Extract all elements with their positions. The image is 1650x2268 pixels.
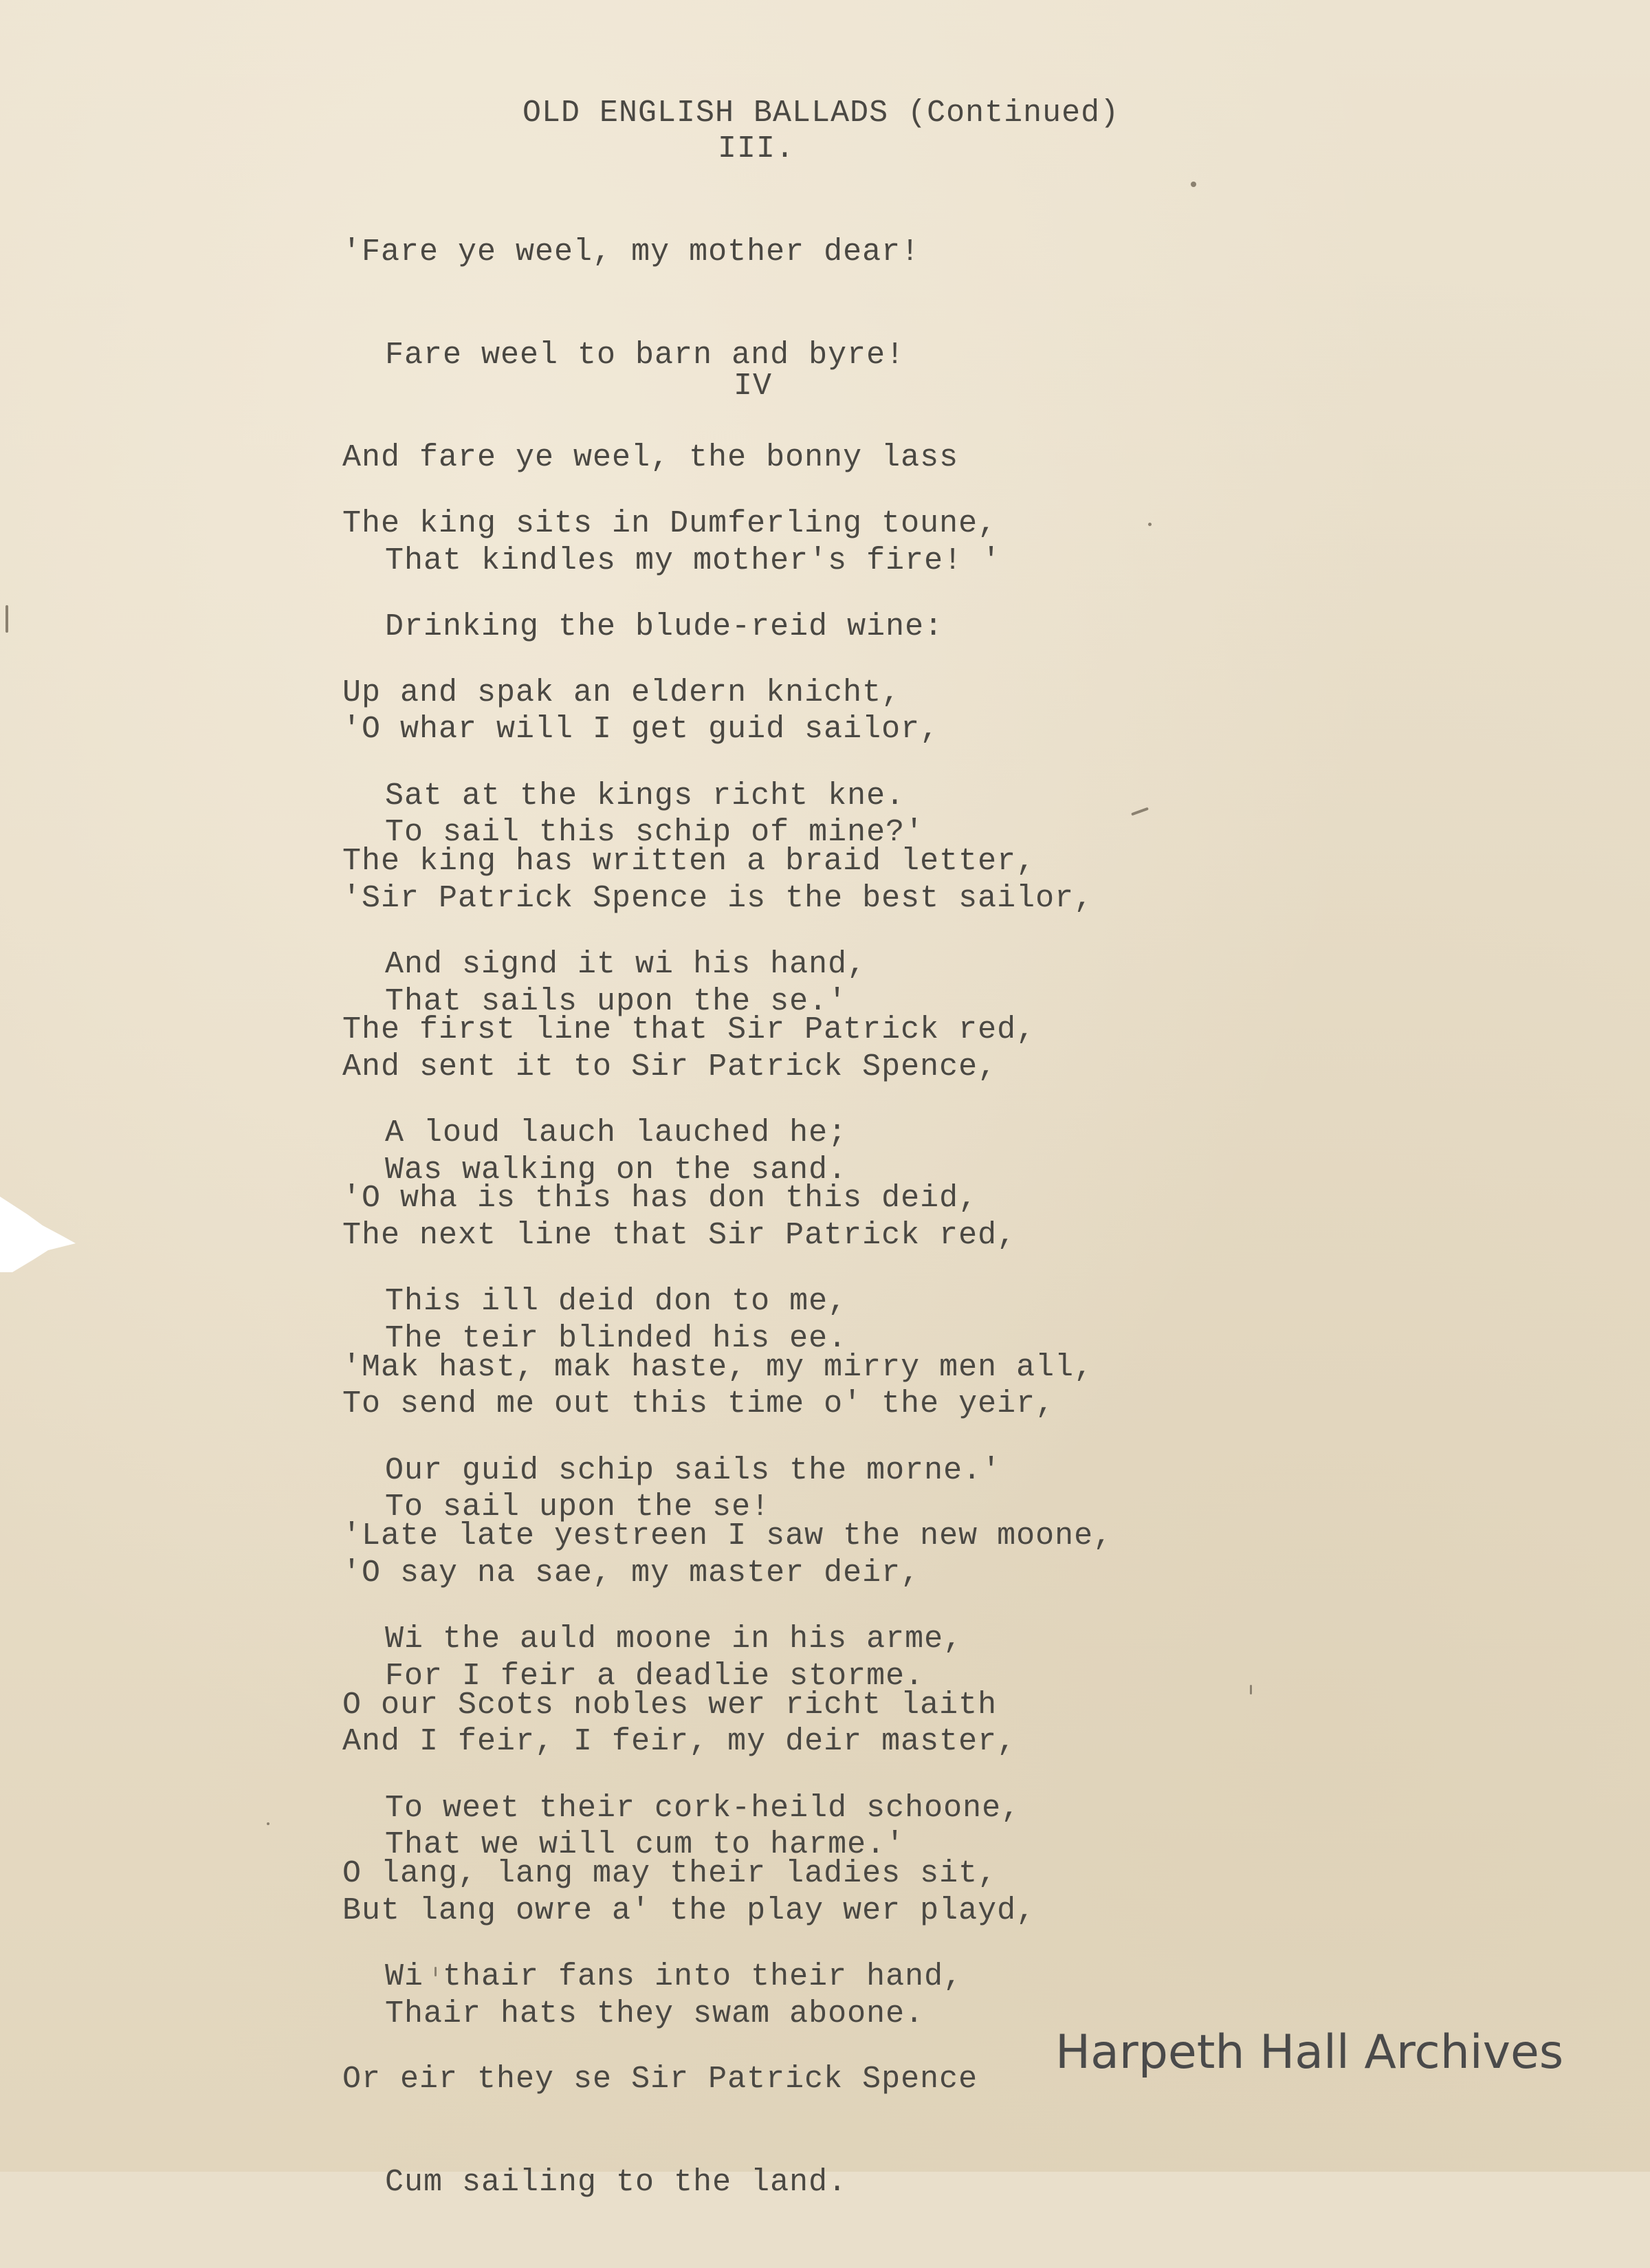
verse-line: And fare ye weel, the bonny lass [342,440,959,475]
archive-watermark: Harpeth Hall Archives [1055,2025,1564,2080]
verse-line: Fare weel to barn and byre! [385,337,905,373]
verse-line: 'Mak hast, mak haste, my mirry men all, [342,1350,1094,1385]
verse-line: The first line that Sir Patrick red, [342,1012,1036,1047]
verse-line: Was walking on the sand. [385,1152,848,1188]
verse-line: That kindles my mother's fire! ' [385,543,1002,578]
verse-line: That sails upon the se.' [385,983,848,1019]
verse-line: Cum sailing to the land. [385,2164,848,2200]
section-numeral-three: III. [717,131,795,166]
verse-line: A loud lauch lauched he; [385,1115,848,1151]
stanza-9 [342,1788,997,2268]
verse-line: But lang owre a' the play wer playd, [342,1893,1036,1928]
verse-line: Or eir they se Sir Patrick Spence [342,2062,978,2097]
torn-edge [0,1197,82,1272]
verse-line: To send me out this time o' the yeir, [342,1386,1055,1421]
verse-line: The king sits in Dumferling toune, [342,506,998,541]
verse-line: 'Late late yestreen I saw the new moone, [342,1518,1113,1553]
verse-line: Wi thair fans into their hand, [385,1959,963,1994]
verse-line: O our Scots nobles wer richt laith [342,1688,998,1723]
verse-line: 'Sir Patrick Spence is the best sailor, [342,881,1094,916]
verse-line: For I feir a deadlie storme. [385,1658,925,1694]
verse-line: Drinking the blude-reid wine: [385,609,944,644]
verse-line: Thair hats they swam aboone. [385,1996,925,2031]
verse-line: This ill deid don to me, [385,1283,848,1319]
verse-line: That we will cum to harme.' [385,1827,905,1862]
verse-line: To sail this schip of mine?' [385,814,925,850]
page-header: OLD ENGLISH BALLADS (Continued) [522,96,1120,131]
verse-line: The teir blinded his ee. [385,1320,848,1356]
verse-line: 'O whar will I get guid sailor, [342,712,940,747]
verse-line: 'O wha is this has don this deid, [342,1181,978,1216]
verse-line: Wi the auld moone in his arme, [385,1621,963,1657]
verse-line: And signd it wi his hand, [385,946,867,982]
verse-line: And sent it to Sir Patrick Spence, [342,1049,998,1084]
verse-line: Up and spak an eldern knicht, [342,675,901,710]
section-numeral-four: IV [733,369,772,404]
verse-line: The next line that Sir Patrick red, [342,1218,1017,1253]
verse-line: O lang, lang may their ladies sit, [342,1856,998,1891]
verse-line: 'O say na sae, my master deir, [342,1556,921,1591]
verse-line: Our guid schip sails the morne.' [385,1452,1002,1488]
verse-line: And I feir, I feir, my deir master, [342,1724,1017,1759]
verse-line: To sail upon the se! [385,1489,771,1525]
verse-line: 'Fare ye weel, my mother dear! [342,235,921,270]
verse-line: The king has written a braid letter, [342,844,1036,879]
verse-line: To weet their cork-heild schoone, [385,1790,1021,1826]
verse-line: Sat at the kings richt kne. [385,778,905,814]
